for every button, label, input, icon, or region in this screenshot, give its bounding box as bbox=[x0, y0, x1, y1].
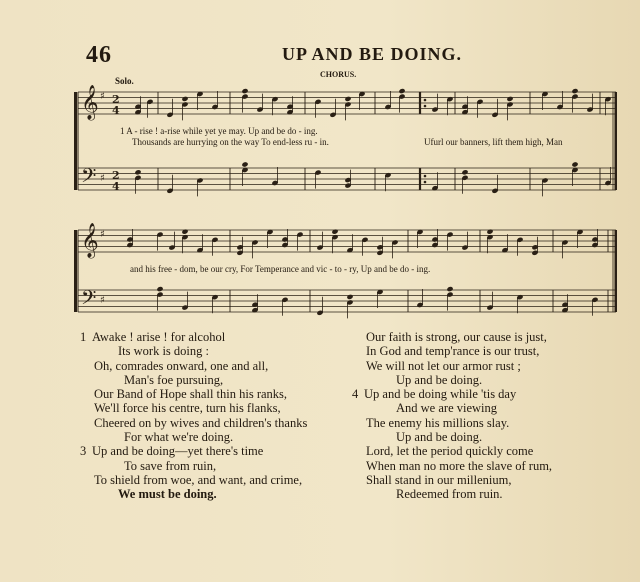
time-sig-top: 2 bbox=[112, 169, 120, 182]
note-head bbox=[571, 88, 578, 94]
verse-line bbox=[352, 444, 552, 458]
verse-text: The enemy his millions slay. bbox=[366, 415, 510, 430]
verse-line bbox=[352, 387, 552, 401]
verse-line bbox=[80, 401, 307, 415]
note-head bbox=[344, 96, 351, 102]
lyric-line-2: and his free - dom, be our cry, For Temperance and vic - to - ry, Up and be do - ing. bbox=[130, 264, 431, 274]
verse-text: For what we're doing. bbox=[124, 430, 234, 445]
sharp-icon: ♯ bbox=[100, 173, 105, 184]
solo-label: Solo. bbox=[115, 76, 134, 86]
note-head bbox=[331, 229, 338, 235]
verse-line bbox=[80, 473, 307, 487]
treble-clef-icon: 𝄞 bbox=[81, 85, 99, 120]
verse-text: Our faith is strong, our cause is just, bbox=[366, 330, 547, 344]
chorus-label: CHORUS. bbox=[320, 70, 357, 79]
page-number: 46 bbox=[86, 42, 112, 68]
verse-line bbox=[352, 401, 552, 415]
verse-text: Its work is doing : bbox=[118, 344, 209, 359]
verse-text: Cheered on by wives and children's thanks bbox=[94, 415, 308, 430]
sharp-icon: ♯ bbox=[100, 295, 105, 306]
verse-text: Up and be doing—yet there's time bbox=[92, 444, 264, 459]
repeat-dot bbox=[424, 105, 427, 108]
verse-text: Awake ! arise ! for alcohol bbox=[92, 330, 226, 344]
end-bar-thick bbox=[615, 92, 618, 190]
verse-text: When man no more the slave of rum, bbox=[366, 458, 553, 473]
song-title: UP AND BE DOING. bbox=[282, 44, 463, 64]
note-head bbox=[241, 161, 248, 167]
verse-line bbox=[352, 344, 552, 358]
verse-line bbox=[80, 373, 307, 387]
lyric-line-1b: Thousands are hurrying on the way To end-less ru - in. bbox=[132, 137, 329, 147]
verse-line bbox=[80, 487, 307, 501]
verse-text: Up and be doing. bbox=[396, 430, 483, 445]
verses-right-column bbox=[352, 330, 552, 502]
note-head bbox=[398, 88, 405, 94]
verse-line bbox=[352, 473, 552, 487]
verse-line bbox=[80, 330, 307, 344]
verse-number: 4 bbox=[352, 387, 359, 402]
note-head bbox=[461, 169, 468, 175]
verse-line bbox=[352, 359, 552, 373]
note-head bbox=[156, 286, 163, 292]
repeat-dot bbox=[424, 99, 427, 102]
time-sig-top: 2 bbox=[112, 93, 120, 106]
verse-text: Up and be doing. bbox=[396, 372, 483, 387]
verse-text: We'll force his centre, turn his flanks, bbox=[94, 401, 281, 416]
verse-text: Our Band of Hope shall thin his ranks, bbox=[94, 387, 288, 402]
note-head bbox=[181, 96, 188, 102]
verse-line bbox=[352, 330, 552, 344]
verse-text: Up and be doing while 'tis day bbox=[364, 387, 517, 402]
verse-text: Man's foe pursuing, bbox=[124, 372, 224, 387]
treble-clef-icon: 𝄞 bbox=[81, 223, 99, 258]
time-sig-bottom: 4 bbox=[112, 180, 120, 193]
note-head bbox=[346, 294, 353, 300]
bass-clef-icon: 𝄢 bbox=[81, 286, 97, 314]
note-head bbox=[486, 229, 493, 235]
verse-text: To save from ruin, bbox=[124, 458, 217, 473]
verse-line bbox=[80, 387, 307, 401]
system-brace bbox=[74, 92, 77, 190]
verse-text: Oh, comrades onward, one and all, bbox=[94, 358, 269, 373]
verses-left-column bbox=[80, 330, 307, 502]
verse-line bbox=[352, 373, 552, 387]
verse-text: Redeemed from ruin. bbox=[396, 487, 503, 502]
note-head bbox=[446, 286, 453, 292]
note-head bbox=[571, 161, 578, 167]
note-head bbox=[506, 96, 513, 102]
time-sig-bottom: 4 bbox=[112, 104, 120, 117]
verse-text: And we are viewing bbox=[396, 401, 498, 416]
verse-line bbox=[80, 444, 307, 458]
repeat-dot bbox=[424, 175, 427, 178]
verse-line bbox=[80, 359, 307, 373]
verse-line bbox=[352, 430, 552, 444]
repeat-dot bbox=[424, 181, 427, 184]
end-bar-thick bbox=[615, 230, 618, 312]
verse-line bbox=[352, 416, 552, 430]
note-head bbox=[181, 229, 188, 235]
verse-line bbox=[80, 416, 307, 430]
sharp-icon: ♯ bbox=[100, 229, 105, 240]
bass-clef-icon: 𝄢 bbox=[81, 164, 97, 192]
verse-text: We will not let our armor rust ; bbox=[366, 358, 521, 373]
verse-line bbox=[80, 459, 307, 473]
verse-text: In God and temp'rance is our trust, bbox=[366, 344, 540, 359]
note-head bbox=[134, 169, 141, 175]
verse-text: Lord, let the period quickly come bbox=[366, 444, 534, 459]
verse-line bbox=[352, 487, 552, 501]
verse-line bbox=[80, 430, 307, 444]
verse-number: 1 bbox=[80, 330, 87, 344]
verse-text: To shield from woe, and want, and crime, bbox=[94, 472, 303, 487]
verse-text: Shall stand in our millenium, bbox=[366, 472, 512, 487]
verse-text: We must be doing. bbox=[118, 487, 217, 502]
note-head bbox=[241, 88, 248, 94]
sharp-icon: ♯ bbox=[100, 91, 105, 102]
lyric-line-1c: Ufurl our banners, lift them high, Man bbox=[424, 137, 563, 147]
verse-line bbox=[352, 459, 552, 473]
system-brace bbox=[74, 230, 77, 312]
lyric-line-1a: 1 A - rise ! a-rise while yet ye may. Up and be do - ing. bbox=[120, 126, 318, 136]
verse-line bbox=[80, 344, 307, 358]
verse-number: 3 bbox=[80, 444, 87, 459]
